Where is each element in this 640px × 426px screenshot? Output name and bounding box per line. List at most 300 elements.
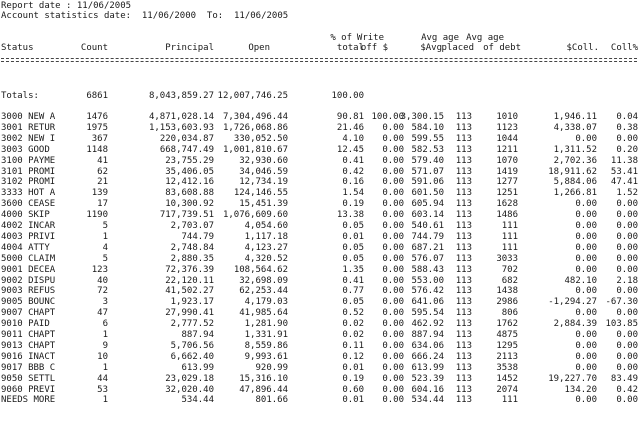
cell-avg-age-placed: 113 <box>455 384 472 395</box>
cell-count: 1 <box>102 395 108 406</box>
cell-pct-total: 1.35 <box>342 264 364 275</box>
cell-principal: 83,608.88 <box>165 188 214 199</box>
header-avgage-placed: placed <box>441 43 474 53</box>
table-row <box>0 265 640 275</box>
table-row <box>0 276 640 286</box>
cell-principal: 534.44 <box>181 395 214 406</box>
cell-open: 1,281.90 <box>244 319 288 330</box>
cell-avg-age-placed: 113 <box>455 395 472 406</box>
table-row <box>0 199 640 209</box>
cell-avg: 634.06 <box>411 340 444 351</box>
header-writeoff-line1: Write <box>356 33 384 43</box>
cell-open: 34,046.59 <box>239 166 288 177</box>
cell-principal: 2,703.07 <box>170 221 214 231</box>
cell-open: 7,304,496.44 <box>222 112 288 122</box>
cell-avg-age-placed: 113 <box>455 242 472 253</box>
header-collected: $Coll. <box>566 43 599 53</box>
cell-coll-pct: 53.41 <box>610 166 638 177</box>
cell-avg: 599.55 <box>411 133 444 144</box>
cell-avg-age-debt: 4875 <box>496 330 518 340</box>
cell-status: 9016 INACT <box>1 351 56 362</box>
cell-avg-age-debt: 1628 <box>496 199 518 210</box>
cell-pct-total: 0.05 <box>342 242 364 253</box>
cell-coll-pct: 0.42 <box>616 384 638 395</box>
cell-collected: 1,946.11 <box>553 112 597 122</box>
cell-avg-age-placed: 113 <box>455 133 472 144</box>
cell-status: 4000 SKIP <box>1 210 50 221</box>
cell-writeoff: 0.00 <box>382 384 404 395</box>
cell-coll-pct: 11.38 <box>610 155 638 166</box>
cell-writeoff: 0.00 <box>382 308 404 319</box>
cell-open: 9,993.61 <box>244 351 288 362</box>
cell-avg-age-debt: 3538 <box>496 362 518 373</box>
cell-collected: 0.00 <box>575 362 597 373</box>
cell-coll-pct: 0.00 <box>616 133 638 144</box>
cell-writeoff: 0.00 <box>382 221 404 231</box>
table-row <box>0 156 640 166</box>
cell-avg-age-placed: 113 <box>455 221 472 231</box>
cell-status: 3101 PROMI <box>1 166 56 177</box>
cell-count: 3 <box>102 297 108 308</box>
cell-pct-total: 0.05 <box>342 221 364 231</box>
cell-open: 1,001,810.67 <box>222 144 288 155</box>
table-row <box>0 188 640 198</box>
cell-writeoff: 0.00 <box>382 264 404 275</box>
cell-coll-pct: 0.00 <box>616 286 638 297</box>
cell-avg: 605.94 <box>411 199 444 210</box>
cell-coll-pct: 103.85 <box>605 319 638 330</box>
cell-collected: 0.00 <box>575 221 597 231</box>
cell-writeoff: 0.00 <box>382 362 404 373</box>
cell-writeoff: 0.00 <box>382 330 404 340</box>
cell-count: 1476 <box>86 112 108 122</box>
cell-coll-pct: 0.00 <box>616 221 638 231</box>
cell-avg: 584.10 <box>411 122 444 133</box>
cell-avg: 579.40 <box>411 155 444 166</box>
cell-open: 1,726,068.86 <box>222 122 288 133</box>
cell-avg-age-placed: 113 <box>455 286 472 297</box>
cell-writeoff: 0.00 <box>382 166 404 177</box>
cell-avg-age-debt: 1070 <box>496 155 518 166</box>
cell-collected: 5,884.06 <box>553 177 597 188</box>
cell-principal: 27,990.41 <box>165 308 214 319</box>
cell-status: 3100 PAYME <box>1 155 56 166</box>
cell-open: 920.99 <box>255 362 288 373</box>
cell-avg-age-placed: 113 <box>455 166 472 177</box>
cell-principal: 1,923.17 <box>170 297 214 308</box>
cell-pct-total: 13.38 <box>336 210 364 221</box>
cell-avg-age-debt: 111 <box>501 231 518 242</box>
header-status: Status <box>1 43 34 53</box>
cell-count: 62 <box>97 166 108 177</box>
cell-principal: 1,153,603.93 <box>148 122 214 133</box>
cell-writeoff: 100.00 <box>371 112 404 122</box>
header-writeoff: off $ <box>360 43 388 53</box>
cell-avg-age-debt: 1123 <box>496 122 518 133</box>
cell-coll-pct: 0.00 <box>616 340 638 351</box>
cell-status: 9003 REFUS <box>1 286 56 297</box>
cell-principal: 6,662.40 <box>170 351 214 362</box>
cell-pct-total: 0.11 <box>342 340 364 351</box>
cell-pct-total: 0.41 <box>342 275 364 286</box>
cell-pct-total: 0.52 <box>342 308 364 319</box>
cell-writeoff: 0.00 <box>382 286 404 297</box>
cell-pct-total: 0.01 <box>342 395 364 406</box>
cell-count: 5 <box>102 253 108 264</box>
cell-avg-age-placed: 113 <box>455 112 472 122</box>
cell-avg-age-debt: 682 <box>501 275 518 286</box>
cell-principal: 4,871,028.14 <box>148 112 214 122</box>
cell-avg: 744.79 <box>411 231 444 242</box>
cell-open: 124,146.55 <box>233 188 288 199</box>
cell-status: NEEDS MORE <box>1 395 56 406</box>
cell-coll-pct: 0.00 <box>616 308 638 319</box>
cell-coll-pct: 0.04 <box>616 112 638 122</box>
table-row <box>0 330 640 340</box>
cell-coll-pct: 83.49 <box>610 373 638 384</box>
cell-principal: 35,406.05 <box>165 166 214 177</box>
cell-avg-age-debt: 1438 <box>496 286 518 297</box>
cell-writeoff: 0.00 <box>382 133 404 144</box>
cell-status: 3002 NEW I <box>1 133 56 144</box>
cell-avg: 604.16 <box>411 384 444 395</box>
cell-avg-age-placed: 113 <box>455 275 472 286</box>
cell-avg: 576.42 <box>411 286 444 297</box>
cell-count: 367 <box>91 133 108 144</box>
cell-open: 12,734.19 <box>239 177 288 188</box>
table-row <box>0 123 640 133</box>
cell-status: 9013 CHAPT <box>1 340 56 351</box>
table-row <box>0 286 640 296</box>
cell-avg-age-placed: 113 <box>455 199 472 210</box>
cell-avg-age-placed: 113 <box>455 253 472 264</box>
cell-avg-age-debt: 1010 <box>496 112 518 122</box>
totals-row <box>0 91 640 101</box>
cell-principal: 2,880.35 <box>170 253 214 264</box>
cell-avg-age-debt: 1044 <box>496 133 518 144</box>
cell-principal: 668,747.49 <box>159 144 214 155</box>
cell-pct-total: 0.02 <box>342 330 364 340</box>
cell-collected: 0.00 <box>575 351 597 362</box>
cell-principal: 12,412.16 <box>165 177 214 188</box>
cell-principal: 23,029.18 <box>165 373 214 384</box>
header-separator <box>1 58 637 62</box>
cell-collected: 0.00 <box>575 210 597 221</box>
cell-writeoff: 0.00 <box>382 373 404 384</box>
cell-avg-age-placed: 113 <box>455 231 472 242</box>
report-date: Report date : 11/06/2005 <box>1 1 132 11</box>
cell-count: 53 <box>97 384 108 395</box>
header-pct-total: total <box>336 43 364 53</box>
cell-pct-total: 0.05 <box>342 253 364 264</box>
cell-avg: 462.92 <box>411 319 444 330</box>
cell-avg: 588.43 <box>411 264 444 275</box>
cell-status: 9011 CHAPT <box>1 330 56 340</box>
cell-writeoff: 0.00 <box>382 188 404 199</box>
cell-avg-age-placed: 113 <box>455 155 472 166</box>
table-row <box>0 177 640 187</box>
cell-avg-age-placed: 113 <box>455 297 472 308</box>
cell-status: 3102 PROMI <box>1 177 56 188</box>
cell-avg: 595.54 <box>411 308 444 319</box>
cell-pct-total: 0.42 <box>342 166 364 177</box>
cell-avg-age-placed: 113 <box>455 319 472 330</box>
cell-avg: 540.61 <box>411 221 444 231</box>
cell-collected: 0.00 <box>575 286 597 297</box>
cell-avg: 534.44 <box>411 395 444 406</box>
table-row <box>0 352 640 362</box>
table-row <box>0 145 640 155</box>
header-principal: Principal <box>165 43 214 53</box>
table-row <box>0 243 640 253</box>
cell-coll-pct: 0.00 <box>616 264 638 275</box>
cell-coll-pct: 0.00 <box>616 253 638 264</box>
cell-coll-pct: 2.18 <box>616 275 638 286</box>
cell-count: 139 <box>91 188 108 199</box>
cell-writeoff: 0.00 <box>382 351 404 362</box>
cell-collected: 0.00 <box>575 340 597 351</box>
table-row <box>0 308 640 318</box>
table-row <box>0 134 640 144</box>
cell-pct-total: 12.45 <box>336 144 364 155</box>
cell-avg-age-debt: 111 <box>501 221 518 231</box>
cell-avg-age-debt: 1419 <box>496 166 518 177</box>
cell-principal: 2,777.52 <box>170 319 214 330</box>
cell-collected: 482.10 <box>564 275 597 286</box>
cell-avg-age-debt: 2986 <box>496 297 518 308</box>
cell-principal: 32,020.40 <box>165 384 214 395</box>
cell-open: 32,930.60 <box>239 155 288 166</box>
table-row <box>0 319 640 329</box>
cell-coll-pct: 0.20 <box>616 144 638 155</box>
cell-coll-pct: 0.38 <box>616 122 638 133</box>
cell-pct-total: 0.19 <box>342 199 364 210</box>
cell-open: 8,559.86 <box>244 340 288 351</box>
cell-collected: 0.00 <box>575 231 597 242</box>
cell-avg-age-debt: 1762 <box>496 319 518 330</box>
cell-status: 3000 NEW A <box>1 112 56 122</box>
cell-avg-age-debt: 1211 <box>496 144 518 155</box>
cell-writeoff: 0.00 <box>382 231 404 242</box>
cell-writeoff: 0.00 <box>382 395 404 406</box>
cell-open: 1,076,609.60 <box>222 210 288 221</box>
cell-status: 9060 PREVI <box>1 384 56 395</box>
cell-coll-pct: 0.00 <box>616 330 638 340</box>
cell-status: 9017 BBB C <box>1 362 56 373</box>
header-avgage-debt: of debt <box>483 43 521 53</box>
header-avgage-debt-line1: Avg age <box>466 33 504 43</box>
cell-collected: 2,884.39 <box>553 319 597 330</box>
cell-principal: 2,748.84 <box>170 242 214 253</box>
table-row <box>0 297 640 307</box>
cell-open: 330,052.50 <box>233 133 288 144</box>
cell-count: 1148 <box>86 144 108 155</box>
cell-open: 15,451.39 <box>239 199 288 210</box>
cell-avg-age-debt: 1277 <box>496 177 518 188</box>
cell-count: 6 <box>102 319 108 330</box>
cell-status: 3003 GOOD <box>1 144 50 155</box>
table-row <box>0 395 640 405</box>
cell-pct-total: 90.81 <box>336 112 364 122</box>
cell-avg-age-debt: 3033 <box>496 253 518 264</box>
cell-principal: 887.94 <box>181 330 214 340</box>
cell-coll-pct: 0.00 <box>616 362 638 373</box>
cell-principal: 717,739.51 <box>159 210 214 221</box>
cell-count: 44 <box>97 373 108 384</box>
cell-avg-age-debt: 111 <box>501 242 518 253</box>
cell-open: 32,698.09 <box>239 275 288 286</box>
cell-writeoff: 0.00 <box>382 155 404 166</box>
cell-open: 4,054.60 <box>244 221 288 231</box>
table-row <box>0 112 640 122</box>
cell-pct-total: 0.16 <box>342 177 364 188</box>
cell-count: 9 <box>102 340 108 351</box>
cell-avg-age-debt: 1295 <box>496 340 518 351</box>
account-statistics-range: Account statistics date: 11/06/2000 To: 11/06/2005 <box>1 11 289 21</box>
cell-coll-pct: 0.00 <box>616 210 638 221</box>
totals-count: 6861 <box>86 91 108 101</box>
totals-open: 12,007,746.25 <box>217 91 288 101</box>
cell-pct-total: 0.60 <box>342 384 364 395</box>
cell-collected: 4,338.07 <box>553 122 597 133</box>
cell-avg-age-debt: 111 <box>501 395 518 406</box>
cell-count: 123 <box>91 264 108 275</box>
cell-open: 1,117.18 <box>244 231 288 242</box>
cell-count: 10 <box>97 351 108 362</box>
cell-collected: 19,227.70 <box>548 373 597 384</box>
cell-pct-total: 0.19 <box>342 373 364 384</box>
header-open: Open <box>248 43 270 53</box>
table-row <box>0 221 640 231</box>
cell-count: 47 <box>97 308 108 319</box>
cell-pct-total: 0.41 <box>342 155 364 166</box>
cell-collected: 0.00 <box>575 242 597 253</box>
cell-avg: 603.14 <box>411 210 444 221</box>
cell-coll-pct: 0.00 <box>616 242 638 253</box>
table-row <box>0 363 640 373</box>
cell-status: 3333 HOT A <box>1 188 56 199</box>
cell-avg: 582.53 <box>411 144 444 155</box>
cell-collected: 0.00 <box>575 133 597 144</box>
cell-status: 9002 DISPU <box>1 275 56 286</box>
cell-coll-pct: 0.00 <box>616 231 638 242</box>
cell-avg: 591.06 <box>411 177 444 188</box>
cell-writeoff: 0.00 <box>382 297 404 308</box>
cell-avg-age-placed: 113 <box>455 122 472 133</box>
column-header-line-1 <box>0 33 640 43</box>
cell-avg-age-debt: 1452 <box>496 373 518 384</box>
cell-avg-age-placed: 113 <box>455 210 472 221</box>
cell-writeoff: 0.00 <box>382 253 404 264</box>
cell-avg-age-debt: 2074 <box>496 384 518 395</box>
cell-avg-age-placed: 113 <box>455 351 472 362</box>
cell-principal: 72,376.39 <box>165 264 214 275</box>
cell-avg-age-debt: 2113 <box>496 351 518 362</box>
header-avgage-placed-line1: Avg age <box>421 33 459 43</box>
totals-pct: 100.00 <box>331 91 364 101</box>
cell-open: 4,179.03 <box>244 297 288 308</box>
cell-status: 3001 RETUR <box>1 122 56 133</box>
cell-collected: 134.20 <box>564 384 597 395</box>
cell-collected: 0.00 <box>575 199 597 210</box>
cell-writeoff: 0.00 <box>382 275 404 286</box>
cell-avg: 3,300.15 <box>400 112 444 122</box>
cell-count: 72 <box>97 286 108 297</box>
cell-principal: 41,502.27 <box>165 286 214 297</box>
cell-pct-total: 0.01 <box>342 362 364 373</box>
cell-avg: 553.00 <box>411 275 444 286</box>
cell-writeoff: 0.00 <box>382 319 404 330</box>
cell-status: 9010 PAID <box>1 319 50 330</box>
cell-status: 5000 CLAIM <box>1 253 56 264</box>
cell-pct-total: 0.01 <box>342 231 364 242</box>
cell-writeoff: 0.00 <box>382 210 404 221</box>
cell-open: 108,564.62 <box>233 264 288 275</box>
cell-coll-pct: 0.00 <box>616 199 638 210</box>
cell-status: 9007 CHAPT <box>1 308 56 319</box>
cell-avg: 666.24 <box>411 351 444 362</box>
cell-open: 801.66 <box>255 395 288 406</box>
cell-status: 9005 BOUNC <box>1 297 56 308</box>
column-header-line-2 <box>0 43 640 53</box>
cell-pct-total: 0.12 <box>342 351 364 362</box>
cell-collected: -1,294.27 <box>548 297 597 308</box>
cell-collected: 0.00 <box>575 264 597 275</box>
cell-collected: 2,702.36 <box>553 155 597 166</box>
cell-coll-pct: -67.30 <box>605 297 638 308</box>
cell-collected: 0.00 <box>575 253 597 264</box>
cell-avg: 523.39 <box>411 373 444 384</box>
cell-avg-age-debt: 702 <box>501 264 518 275</box>
cell-principal: 744.79 <box>181 231 214 242</box>
cell-status: 3600 CEASE <box>1 199 56 210</box>
cell-count: 1 <box>102 362 108 373</box>
table-row <box>0 254 640 264</box>
cell-status: 9050 SETTL <box>1 373 56 384</box>
cell-principal: 613.99 <box>181 362 214 373</box>
cell-pct-total: 21.46 <box>336 122 364 133</box>
cell-open: 4,320.52 <box>244 253 288 264</box>
cell-pct-total: 4.10 <box>342 133 364 144</box>
cell-avg-age-debt: 1486 <box>496 210 518 221</box>
cell-avg-age-placed: 113 <box>455 188 472 199</box>
cell-pct-total: 0.02 <box>342 319 364 330</box>
cell-coll-pct: 0.00 <box>616 395 638 406</box>
cell-avg: 613.99 <box>411 362 444 373</box>
cell-pct-total: 1.54 <box>342 188 364 199</box>
cell-open: 4,123.27 <box>244 242 288 253</box>
table-row <box>0 167 640 177</box>
table-row <box>0 210 640 220</box>
cell-coll-pct: 0.00 <box>616 351 638 362</box>
cell-avg-age-placed: 113 <box>455 373 472 384</box>
cell-collected: 0.00 <box>575 395 597 406</box>
cell-collected: 1,311.52 <box>553 144 597 155</box>
cell-open: 41,985.64 <box>239 308 288 319</box>
cell-status: 9001 DECEA <box>1 264 56 275</box>
cell-writeoff: 0.00 <box>382 242 404 253</box>
cell-writeoff: 0.00 <box>382 122 404 133</box>
header-avg: $Avg <box>420 43 442 53</box>
cell-open: 62,253.44 <box>239 286 288 297</box>
cell-avg: 576.07 <box>411 253 444 264</box>
cell-avg-age-placed: 113 <box>455 177 472 188</box>
cell-avg: 887.94 <box>411 330 444 340</box>
cell-avg: 687.21 <box>411 242 444 253</box>
cell-open: 15,316.10 <box>239 373 288 384</box>
table-row <box>0 232 640 242</box>
cell-principal: 23,755.29 <box>165 155 214 166</box>
